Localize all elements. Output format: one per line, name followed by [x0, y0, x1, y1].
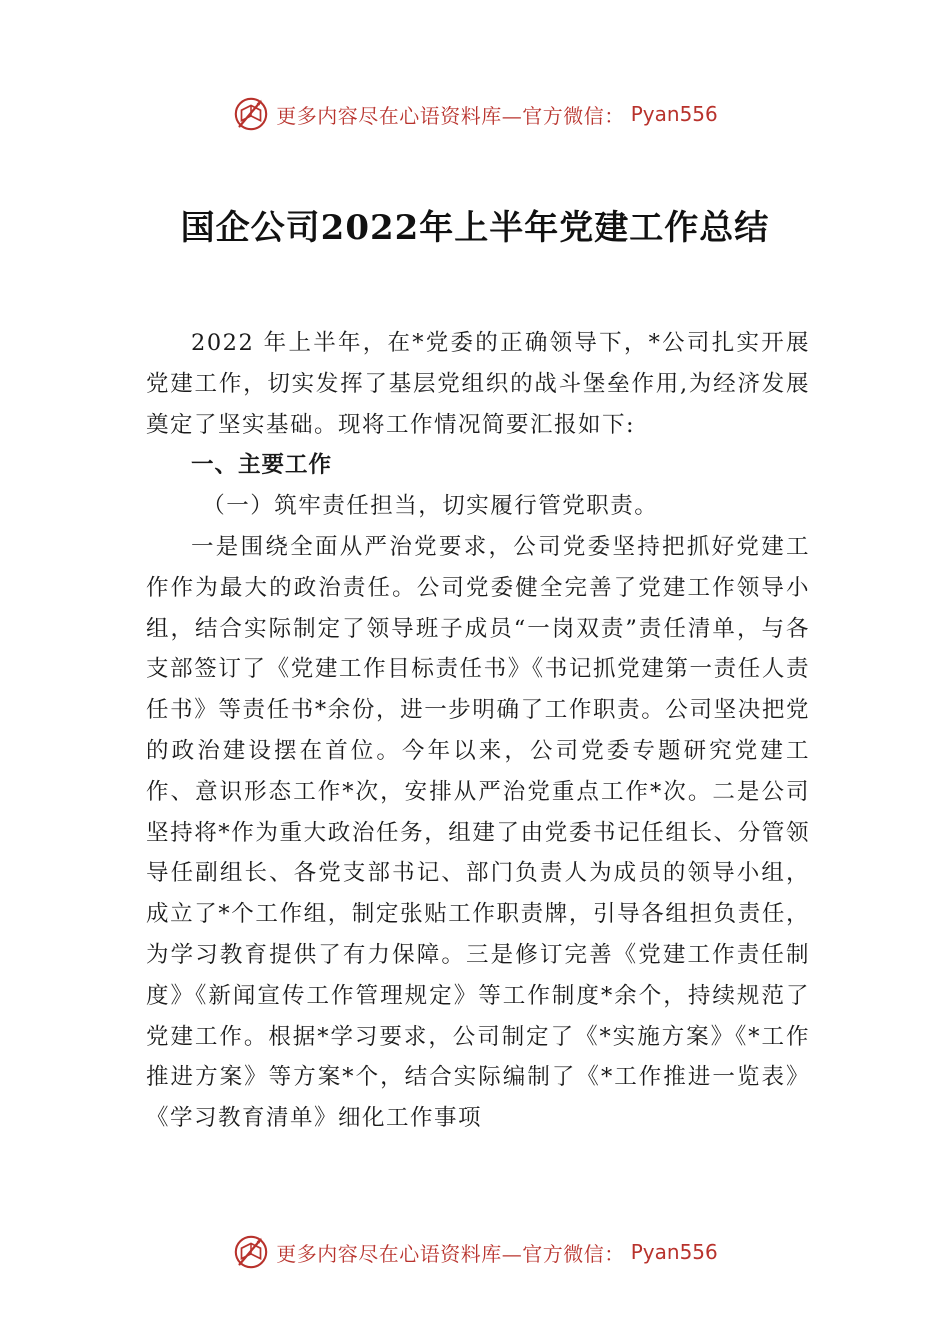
- watermark-text: 更多内容尽在心语资料库—官方微信：: [276, 1241, 625, 1266]
- watermark-banner-top: [0, 92, 950, 136]
- book-quill-icon: [232, 95, 270, 133]
- document-body: [146, 323, 810, 1139]
- subsection-heading: （一）筑牢责任担当，切实履行管党职责。: [202, 493, 659, 520]
- watermark-wechat-id: Pyan556: [630, 102, 718, 126]
- watermark-text: 更多内容尽在心语资料库—官方微信：: [276, 103, 625, 128]
- body-paragraph: 一是围绕全面从严治党要求，公司党委坚持把抓好党建工作作为最大的政治责任。公司党委健全完善了党建工作领导小组，结合实际制定了领导班子成员“一岗双责”责任清单，与各支部签订了《党建工作目标责任书》《书记抓党建第一责任人责任书》等责任书*余份，进一步明确了工作职责。公司坚决把党的政治建设摆在首位。今年以来，公司党委专题研究党建工作、意识形态工作*次，安排从严治党重点工作*次。二是公司坚持将*作为重大政治任务，组建了由党委书记任组长、分管领导任副组长、各党支部书记、部门负责人为成员的领导小组，成立了*个工作组，制定张贴工作职责牌，引导各组担负责任，为学习教育提供了有力保障。三是修订完善《党建工作责任制度》《新闻宣传工作管理规定》等工作制度*余个，持续规范了党建工作。根据*学习要求，公司制定了《*实施方案》《*工作推进方案》等方案*个，结合实际编制了《*工作推进一览表》《学习教育清单》细化工作事项: [146, 533, 810, 1132]
- watermark-wechat-id: Pyan556: [630, 1240, 718, 1264]
- section-heading: 一、主要工作: [191, 452, 333, 479]
- document-title: 国企公司2022年上半年党建工作总结: [180, 208, 770, 248]
- intro-paragraph: 2022 年上半年，在*党委的正确领导下，*公司扎实开展党建工作，切实发挥了基层党组织的战斗堡垒作用,为经济发展奠定了坚实基础。现将工作情况简要汇报如下:: [146, 330, 810, 438]
- watermark-banner-bottom: [0, 1230, 950, 1274]
- book-quill-icon: [232, 1233, 270, 1271]
